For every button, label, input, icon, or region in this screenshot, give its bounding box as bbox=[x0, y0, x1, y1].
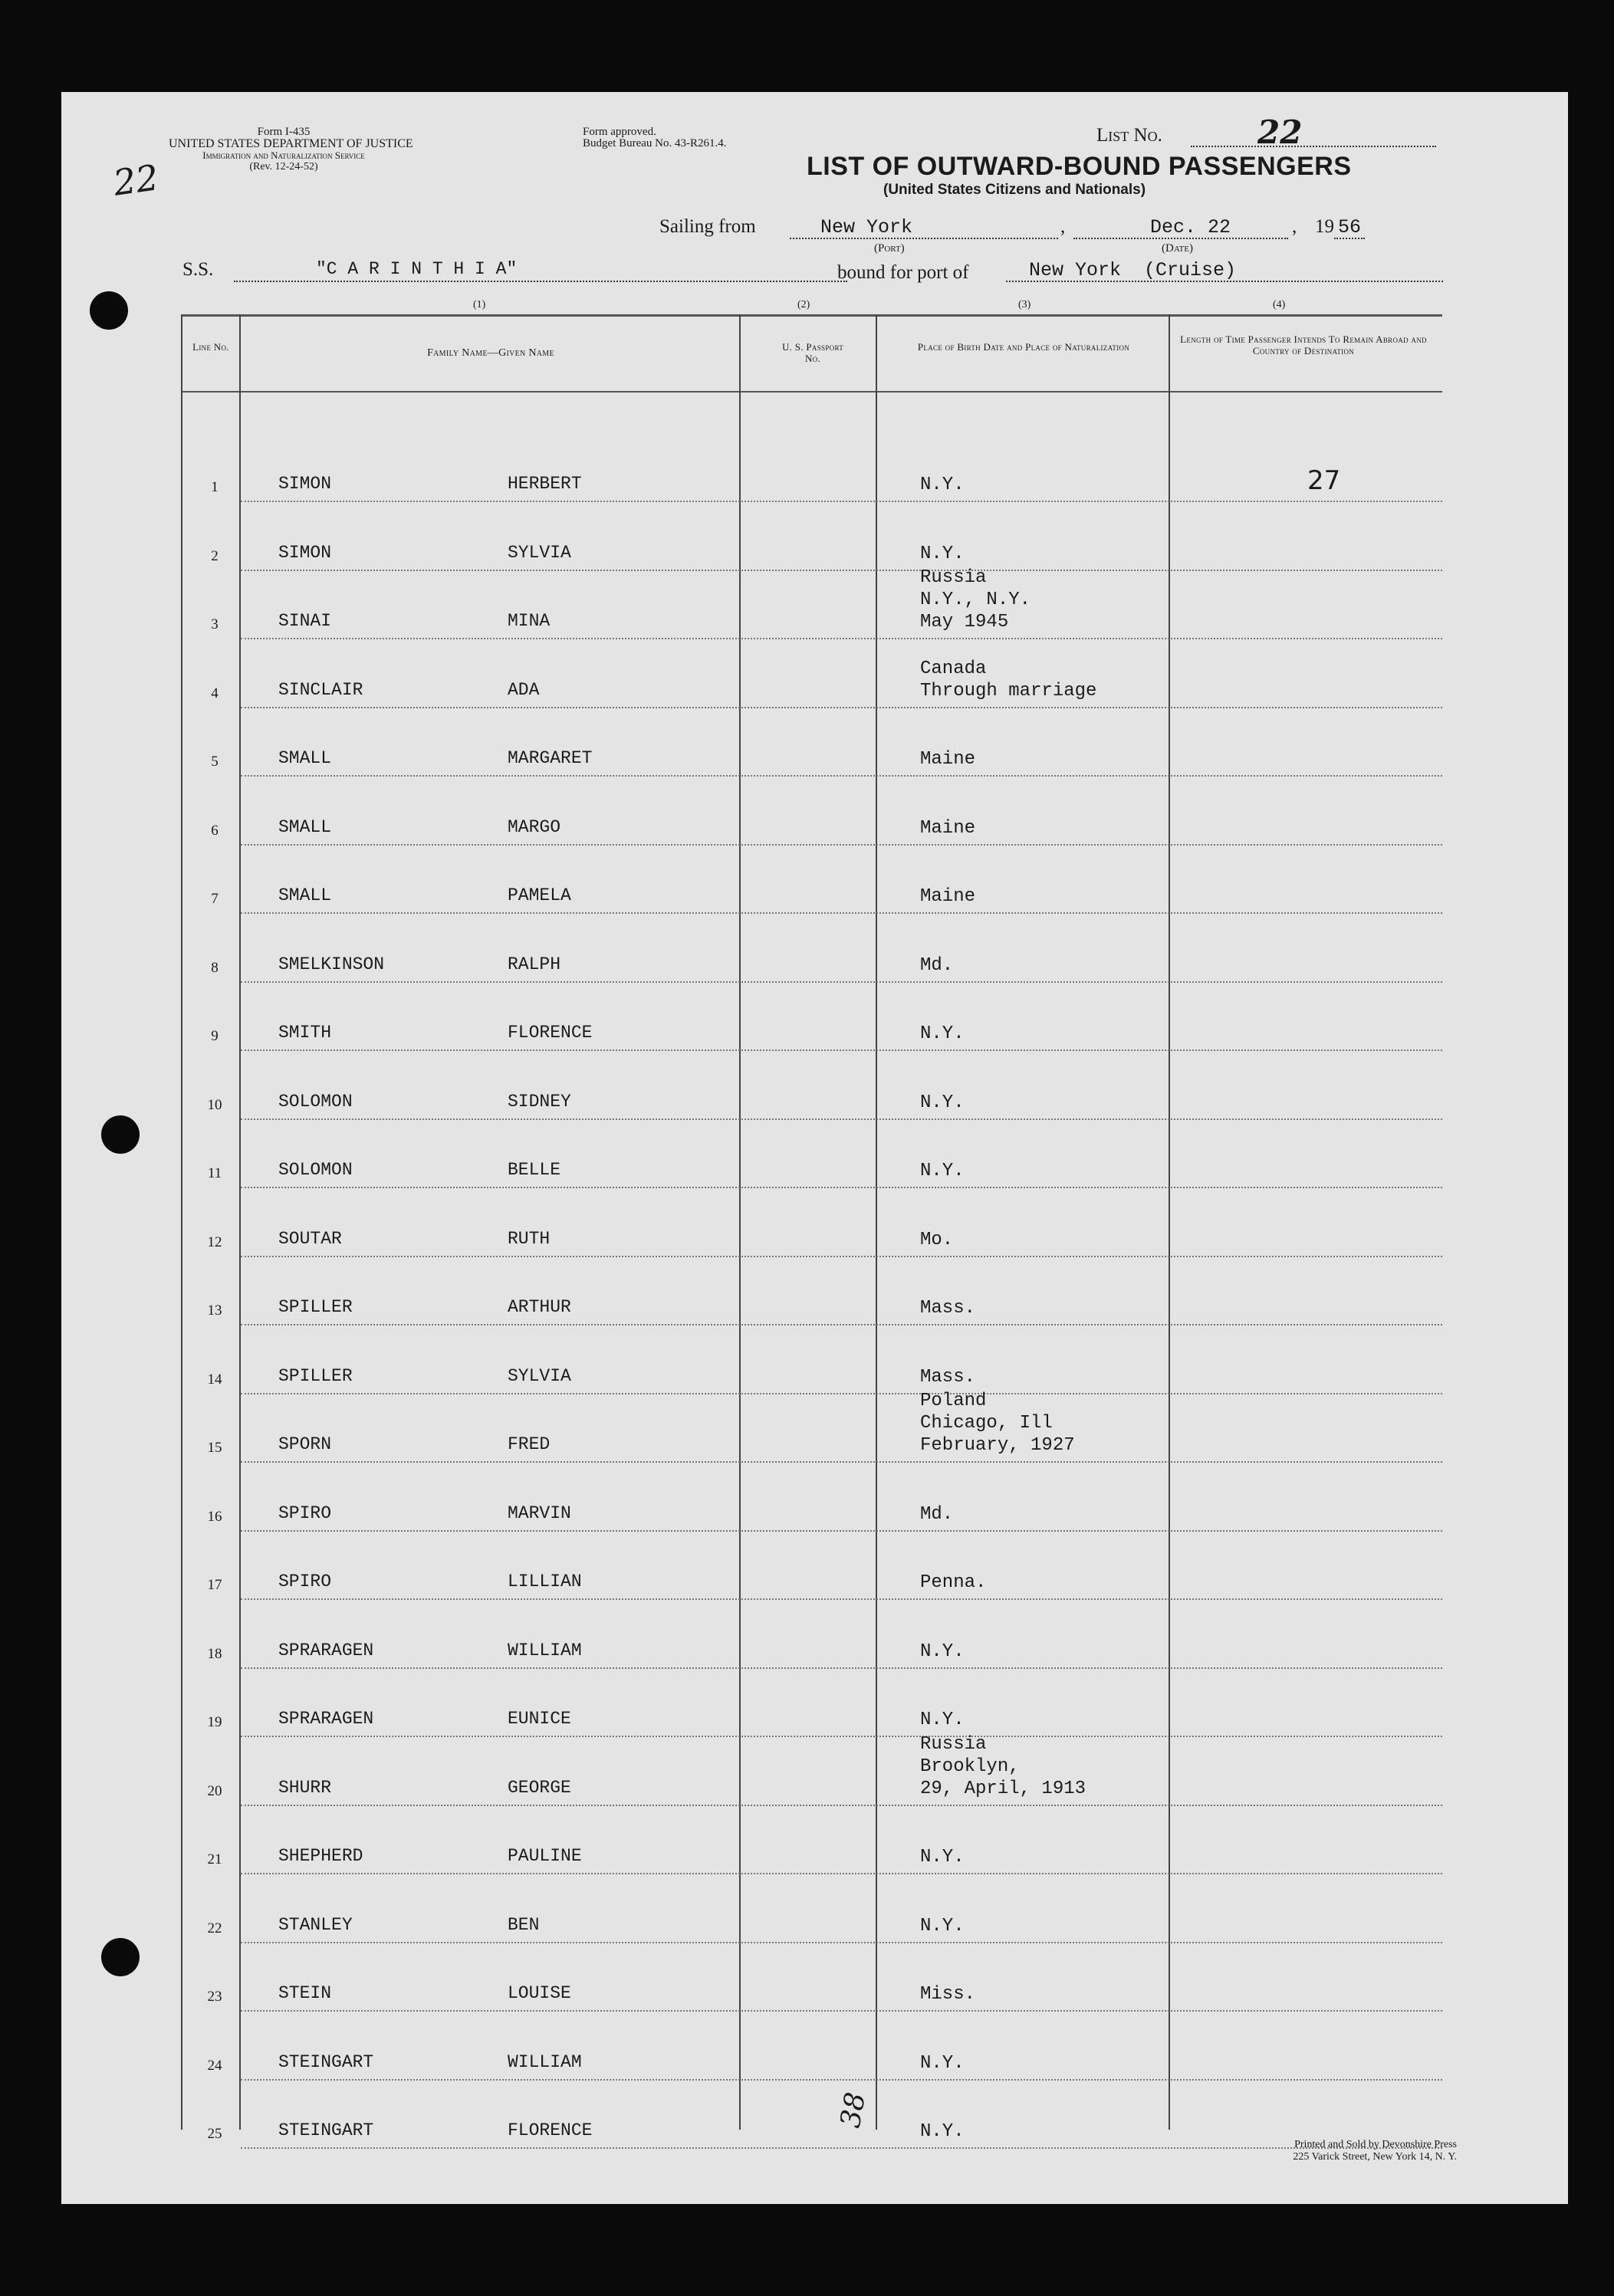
birth-place: N.Y. bbox=[920, 475, 965, 495]
form-id-block bbox=[169, 126, 413, 172]
given-name: BELLE bbox=[508, 1160, 561, 1180]
row-rule bbox=[241, 1805, 1442, 1806]
family-name: SHURR bbox=[278, 1777, 332, 1798]
family-name: SMALL bbox=[278, 748, 332, 768]
birth-place: N.Y. bbox=[920, 1847, 965, 1867]
family-name: SPILLER bbox=[278, 1297, 353, 1317]
margin-note: 22 bbox=[110, 156, 162, 204]
sailing-port: New York bbox=[820, 216, 913, 238]
family-name: SIMON bbox=[278, 542, 332, 563]
given-name: PAULINE bbox=[508, 1846, 582, 1866]
binder-hole-middle bbox=[101, 1115, 140, 1154]
port-caption: (Port) bbox=[874, 242, 905, 255]
row-rule bbox=[241, 1187, 1442, 1188]
comma-1: , bbox=[1060, 216, 1066, 237]
family-name: SPORN bbox=[278, 1434, 332, 1454]
birth-place: Penna. bbox=[920, 1572, 987, 1593]
row-rule bbox=[241, 1942, 1442, 1943]
line-number: 15 bbox=[207, 1440, 222, 1456]
row-rule bbox=[241, 1598, 1442, 1600]
family-name: SMALL bbox=[278, 885, 332, 905]
line-number: 20 bbox=[207, 1782, 222, 1799]
col-header-time: Length of Time Passenger Intends To Remain Abroad and Country of Destination bbox=[1180, 333, 1427, 356]
family-name: SIMON bbox=[278, 474, 332, 494]
given-name: RUTH bbox=[508, 1228, 551, 1249]
ship-name: "C A R I N T H I A" bbox=[316, 259, 518, 279]
family-name: STANLEY bbox=[278, 1914, 353, 1935]
department-name: UNITED STATES DEPARTMENT OF JUSTICE bbox=[169, 137, 413, 150]
given-name: MARGARET bbox=[508, 748, 593, 768]
row-rule bbox=[241, 2010, 1442, 2012]
birth-place: Through marriage bbox=[920, 680, 1097, 701]
service-name: Immigration and Naturalization Service bbox=[202, 149, 365, 161]
birth-place: Russia bbox=[920, 1733, 987, 1755]
printer-line-1: Printed and Sold by Devonshire Press bbox=[1294, 2139, 1457, 2150]
row-rule bbox=[241, 1049, 1442, 1051]
family-name: SMALL bbox=[278, 816, 332, 837]
family-name: SMELKINSON bbox=[278, 954, 385, 974]
form-title: LIST OF OUTWARD-BOUND PASSENGERS bbox=[807, 152, 1352, 181]
birth-place: N.Y. bbox=[920, 1641, 965, 1662]
line-number: 11 bbox=[207, 1165, 222, 1181]
birth-place: Maine bbox=[920, 749, 976, 770]
given-name: FRED bbox=[508, 1434, 551, 1454]
line-number: 14 bbox=[207, 1371, 222, 1388]
birth-place: N.Y. bbox=[920, 1710, 965, 1730]
family-name: SPILLER bbox=[278, 1365, 353, 1386]
birth-place: N.Y. bbox=[920, 2121, 965, 2142]
family-name: SINCLAIR bbox=[278, 679, 363, 700]
line-number: 10 bbox=[207, 1096, 222, 1113]
given-name: PAMELA bbox=[508, 885, 571, 905]
col-header-line-no: Line No. bbox=[192, 341, 229, 353]
given-name: MINA bbox=[508, 611, 551, 631]
given-name: MARVIN bbox=[508, 1503, 571, 1523]
birth-place: Mass. bbox=[920, 1366, 976, 1388]
col-divider-birth bbox=[1169, 314, 1170, 2130]
col-number-1: (1) bbox=[473, 299, 486, 310]
line-number: 19 bbox=[207, 1714, 222, 1730]
line-number: 6 bbox=[211, 822, 219, 839]
family-name: SOLOMON bbox=[278, 1160, 353, 1180]
birth-place: N.Y. bbox=[920, 543, 965, 564]
given-name: LILLIAN bbox=[508, 1572, 582, 1591]
given-name: SYLVIA bbox=[508, 1365, 571, 1386]
col-divider-name bbox=[739, 314, 741, 2130]
birth-place: Poland bbox=[920, 1391, 987, 1411]
given-name: WILLIAM bbox=[508, 2051, 582, 2072]
header-bottom-border bbox=[181, 391, 1442, 393]
given-name: WILLIAM bbox=[508, 1640, 582, 1660]
birth-place: N.Y. bbox=[920, 1161, 965, 1181]
family-name: STEINGART bbox=[278, 2120, 374, 2140]
birth-place: Mass. bbox=[920, 1298, 976, 1319]
line-number: 7 bbox=[211, 891, 219, 907]
family-name: SPRARAGEN bbox=[278, 1709, 374, 1729]
line-number: 17 bbox=[207, 1577, 222, 1593]
row-rule bbox=[241, 981, 1442, 983]
birth-place: Russia bbox=[920, 567, 987, 588]
given-name: MARGO bbox=[508, 816, 561, 837]
date-caption: (Date) bbox=[1162, 242, 1193, 255]
col-header-birth: Place of Birth Date and Place of Naturalization bbox=[917, 341, 1130, 353]
birth-place: Canada bbox=[920, 658, 987, 679]
given-name: HERBERT bbox=[508, 474, 582, 494]
given-name: RALPH bbox=[508, 954, 561, 974]
ss-label: S.S. bbox=[182, 259, 214, 280]
row-rule bbox=[241, 912, 1442, 914]
row-rule bbox=[241, 2079, 1442, 2081]
comma-2: , bbox=[1292, 216, 1297, 237]
bound-port: New York (Cruise) bbox=[1029, 259, 1237, 281]
budget-bureau: Budget Bureau No. 43-R261.4. bbox=[583, 137, 727, 149]
year-suffix: 56 bbox=[1338, 216, 1362, 238]
family-name: SPIRO bbox=[278, 1503, 332, 1523]
line-number: 18 bbox=[207, 1645, 222, 1662]
sailing-date: Dec. 22 bbox=[1150, 216, 1231, 238]
line-number: 3 bbox=[211, 616, 219, 632]
birth-place: 29, April, 1913 bbox=[920, 1778, 1086, 1799]
birth-place: N.Y., N.Y. bbox=[920, 590, 1031, 610]
binder-hole-bottom bbox=[101, 1938, 140, 1976]
given-name: FLORENCE bbox=[508, 1023, 593, 1043]
family-name: STEIN bbox=[278, 1983, 332, 2003]
row-rule bbox=[241, 1256, 1442, 1257]
line-number: 23 bbox=[207, 1989, 222, 2005]
birth-place: Mo. bbox=[920, 1229, 954, 1250]
row-rule bbox=[241, 707, 1442, 708]
ship-underline bbox=[234, 281, 847, 282]
col-header-passport: U. S. Passport No. bbox=[781, 341, 844, 364]
col-number-2: (2) bbox=[797, 299, 810, 310]
row-rule bbox=[241, 844, 1442, 846]
birth-place: Md. bbox=[920, 954, 954, 976]
family-name: STEINGART bbox=[278, 2051, 374, 2072]
given-name: GEORGE bbox=[508, 1777, 571, 1798]
time-abroad: 27 bbox=[1307, 465, 1341, 496]
line-number: 4 bbox=[211, 685, 219, 701]
family-name: SOUTAR bbox=[278, 1228, 342, 1249]
row-rule bbox=[241, 501, 1442, 502]
form-sheet bbox=[61, 92, 1568, 2204]
given-name: ARTHUR bbox=[508, 1297, 571, 1317]
family-name: SPRARAGEN bbox=[278, 1640, 374, 1660]
family-name: SINAI bbox=[278, 611, 332, 631]
col-header-name: Family Name—Given Name bbox=[427, 347, 554, 359]
row-rule bbox=[241, 638, 1442, 639]
birth-place: N.Y. bbox=[920, 1915, 965, 1936]
given-name: SYLVIA bbox=[508, 542, 571, 563]
birth-place: Md. bbox=[920, 1503, 954, 1525]
birth-place: Maine bbox=[920, 817, 976, 839]
given-name: EUNICE bbox=[508, 1709, 571, 1729]
birth-place: Chicago, Ill bbox=[920, 1413, 1053, 1434]
row-rule bbox=[241, 570, 1442, 571]
given-name: SIDNEY bbox=[508, 1091, 571, 1112]
table-top-border bbox=[181, 314, 1442, 317]
printer-footer bbox=[1135, 2139, 1457, 2163]
col-divider-passport bbox=[876, 314, 877, 2130]
row-rule bbox=[241, 1530, 1442, 1532]
sailing-from-label: Sailing from bbox=[659, 216, 756, 237]
birth-place: February, 1927 bbox=[920, 1435, 1075, 1456]
line-number: 16 bbox=[207, 1508, 222, 1525]
given-name: ADA bbox=[508, 679, 540, 700]
list-no-value: 22 bbox=[1257, 113, 1303, 151]
line-number: 1 bbox=[211, 479, 219, 495]
list-no-label: List No. bbox=[1096, 125, 1162, 146]
line-number: 25 bbox=[207, 2126, 222, 2142]
family-name: SOLOMON bbox=[278, 1091, 353, 1112]
given-name: LOUISE bbox=[508, 1983, 571, 2003]
line-number: 9 bbox=[211, 1028, 219, 1044]
bound-label: bound for port of bbox=[837, 262, 969, 283]
line-number: 2 bbox=[211, 547, 219, 564]
list-no-underline bbox=[1191, 146, 1436, 147]
birth-place: Brooklyn, bbox=[920, 1756, 1020, 1777]
form-subtitle: (United States Citizens and Nationals) bbox=[883, 182, 1146, 198]
birth-place: May 1945 bbox=[920, 612, 1009, 632]
handwritten-annotation: 38 bbox=[834, 2090, 873, 2130]
table-left-border bbox=[181, 314, 182, 2130]
line-number: 8 bbox=[211, 959, 219, 976]
form-revision: (Rev. 12-24-52) bbox=[249, 161, 318, 172]
year-prefix: 19 bbox=[1315, 216, 1334, 237]
line-number: 22 bbox=[207, 1920, 222, 1936]
row-rule bbox=[241, 1667, 1442, 1669]
row-rule bbox=[241, 1118, 1442, 1120]
form-number: Form I-435 bbox=[257, 126, 311, 138]
birth-place: N.Y. bbox=[920, 1023, 965, 1044]
birth-place: Maine bbox=[920, 886, 976, 907]
row-rule bbox=[241, 1736, 1442, 1737]
line-number: 12 bbox=[207, 1233, 222, 1250]
line-number: 5 bbox=[211, 754, 219, 770]
form-approved: Form approved. bbox=[583, 126, 656, 138]
line-number: 13 bbox=[207, 1302, 222, 1319]
line-number: 21 bbox=[207, 1851, 222, 1867]
approval-block bbox=[583, 126, 726, 149]
family-name: SMITH bbox=[278, 1023, 332, 1043]
family-name: SPIRO bbox=[278, 1572, 332, 1591]
col-number-3: (3) bbox=[1018, 299, 1031, 310]
given-name: BEN bbox=[508, 1914, 540, 1935]
line-number: 24 bbox=[207, 2057, 222, 2074]
row-rule bbox=[241, 1873, 1442, 1874]
printer-line-2: 225 Varick Street, New York 14, N. Y. bbox=[1293, 2151, 1457, 2163]
family-name: SHEPHERD bbox=[278, 1846, 363, 1866]
row-rule bbox=[241, 775, 1442, 777]
row-rule bbox=[241, 1324, 1442, 1325]
binder-hole-top bbox=[90, 291, 128, 330]
row-rule bbox=[241, 1461, 1442, 1463]
birth-place: Miss. bbox=[920, 1984, 976, 2005]
col-number-4: (4) bbox=[1273, 299, 1286, 310]
birth-place: N.Y. bbox=[920, 2052, 965, 2074]
given-name: FLORENCE bbox=[508, 2120, 593, 2140]
birth-place: N.Y. bbox=[920, 1092, 965, 1113]
col-divider-line bbox=[239, 314, 241, 2130]
row-rule bbox=[241, 1393, 1442, 1394]
